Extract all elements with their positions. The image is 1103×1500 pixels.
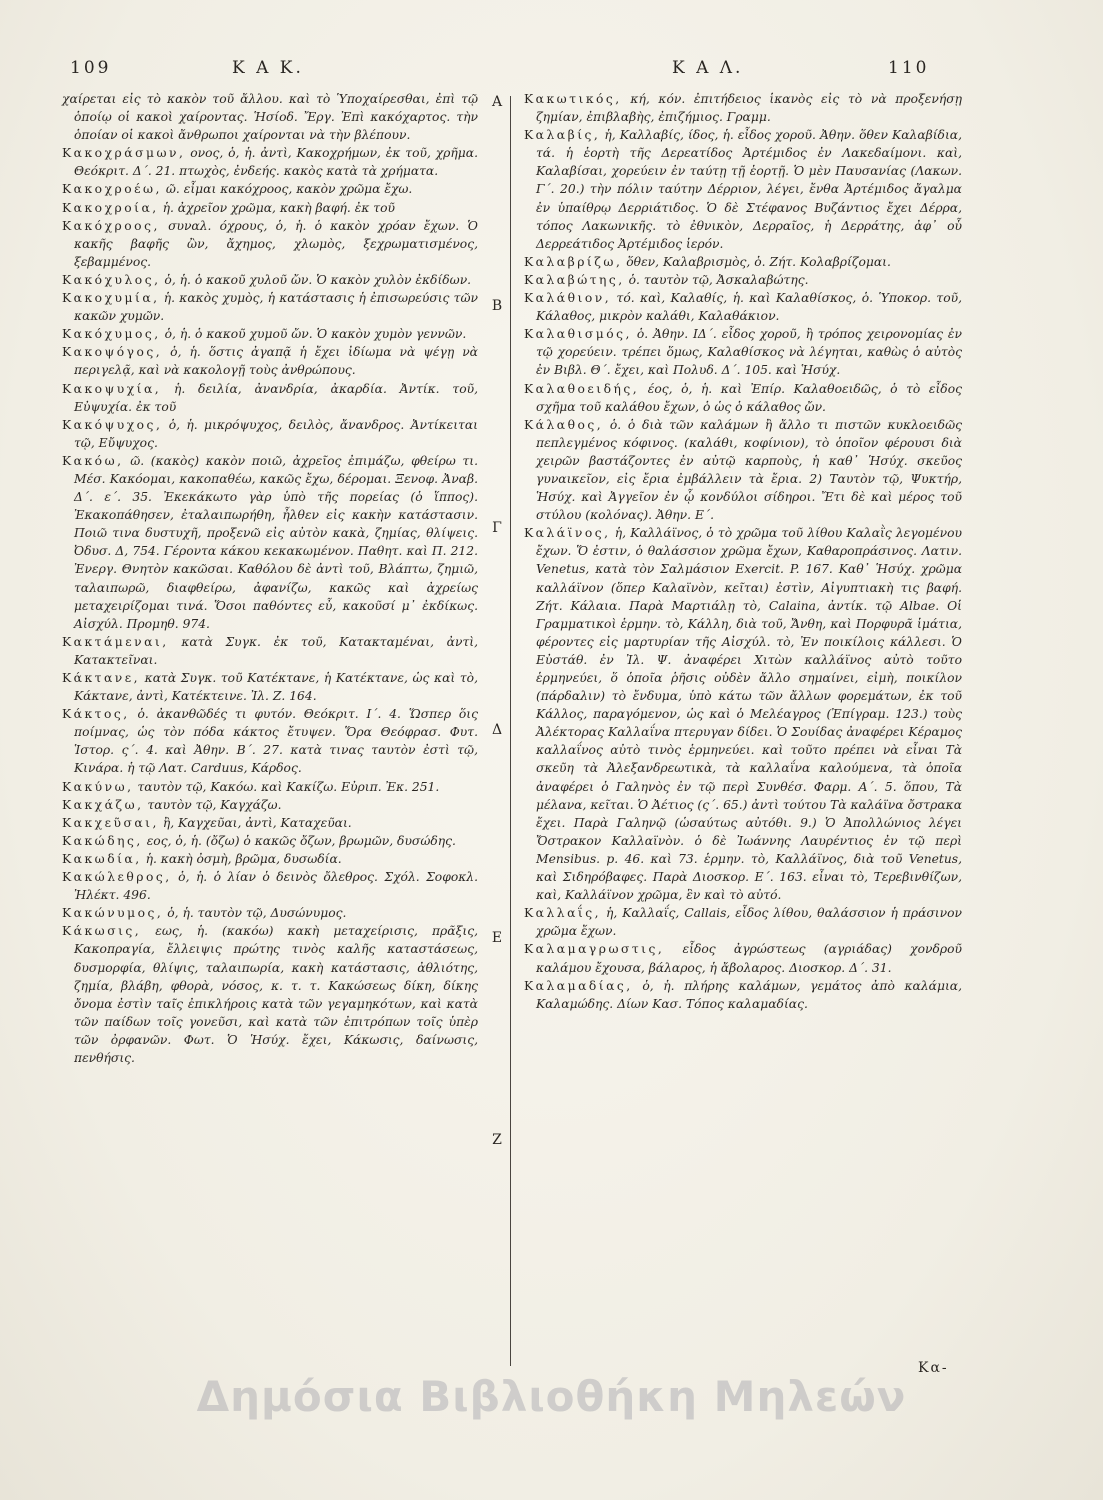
entry-headword: Κακώδης,	[62, 833, 143, 848]
entry-headword: Κακόχροος,	[62, 218, 160, 233]
entry-headword: Κακόψυχος,	[62, 417, 163, 432]
column-divider	[510, 96, 511, 1366]
entry-headword: Κακόχυμος,	[62, 327, 161, 342]
dictionary-entry	[60, 380, 478, 416]
entry-headword: Κακοψόγος,	[62, 345, 163, 360]
entry-definition: ὁ, ἡ. ὁ λίαν ὁ δεινὸς ὄλεθρος. Σχόλ. Σοφοκλ. Ἠλέκτ. 496.	[74, 870, 478, 903]
dictionary-entry	[60, 850, 478, 868]
entry-definition: συναλ. όχρους, ὁ, ἡ. ὁ κακὸν χρόαν ἔχων. Ὁ κακῆς βαφῆς ὢν, ἄχημος, χλωμὸς, ξεχρωματισμένος, ξεβαμμένος.	[74, 218, 478, 269]
entry-headword: Καλαβρίζω,	[524, 254, 623, 269]
left-running-head: Κ Α Κ.	[232, 58, 304, 78]
dictionary-entry	[60, 778, 478, 796]
entry-definition: ὁ, ἡ. ταυτὸν τῷ, Δυσώνυμος.	[167, 906, 347, 921]
dictionary-entry	[60, 832, 478, 850]
margin-letter: Γ	[492, 520, 502, 536]
entry-headword: Κακόχυλος,	[62, 272, 161, 287]
dictionary-entry	[522, 271, 962, 289]
dictionary-entry	[522, 940, 962, 976]
entry-headword: Κακώλεθρος,	[62, 870, 172, 885]
right-column	[522, 90, 962, 1390]
dictionary-entry	[60, 669, 478, 705]
dictionary-entry	[522, 977, 962, 1013]
entry-headword: Καλαθισμός,	[524, 327, 632, 342]
catchword: Κα-	[918, 1360, 949, 1376]
entry-definition: ἡ. ἀχρεῖον χρῶμα, κακὴ βαφή. ἐκ τοῦ	[162, 200, 395, 215]
entry-headword: Κακωδία,	[62, 851, 142, 866]
entry-headword: Καλαβώτης,	[524, 272, 625, 287]
dictionary-entry	[522, 380, 962, 416]
entry-definition: εος, ὁ, ἡ. (ὄζω) ὁ κακῶς ὄζων, βρωμῶν, δυσώδης.	[146, 833, 456, 848]
dictionary-entry	[522, 325, 962, 379]
right-running-head: Κ Α Λ.	[672, 58, 744, 78]
entry-definition: χαίρεται εἰς τὸ κακὸν τοῦ ἄλλου. καὶ τὸ Ὑποχαίρεσθαι, ἐπὶ τῷ ὁποίῳ οἱ κακοὶ χαίροντας. Ἡσίοδ. Ἔργ. Ἐπὶ κακόχαρτος. τὴν ὁποίαν οἱ κακοὶ ἄνθρωποι χαίρονται νὰ τὴν βλέπουν.	[62, 92, 478, 143]
entry-definition: τό. καὶ, Καλαθίς, ἡ. καὶ Καλαθίσκος, ὁ. Ὑποκορ. τοῦ, Κάλαθος, μικρὸν καλάθι, Καλαθάκιον.	[536, 291, 962, 324]
dictionary-entry	[60, 814, 478, 832]
entry-definition: ἡ, Καλλάϊνος, ὁ τὸ χρῶμα τοῦ λίθου Καλαῒς λεγομένου ἔχων. Ὅ ἐστιν, ὁ θαλάσσιον χρῶμα ἔχων, Καθαροπράσινος. Λατιν. Venetus, κατὰ τὸν Σαλμάσιον Exercit. P. 167. Καθ᾽ Ἡσύχ. χρῶμα καλλάϊνον (ὅπερ Καλαϊνὸν, κεῖται) ἐστὶν, Αἰγυπτιακὴ τις βαφή. Ζήτ. Κάλαια. Παρὰ Μαρτιάλῃ τὸ, Calaina, ἀντίκ. τῷ Albae. Οἱ Γραμματικοὶ ἑρμην. τὸ, Κάλλη, διὰ τοῦ, Ἄνθη, καὶ Πορφυρᾶ ἱμάτια, φέροντες εἰς μαρτυρίαν τῆς Αἰσχύλ. τὸ, Ἐν ποικίλοις κάλλεσι. Ὁ Εὐστάθ. ἐν Ἰλ. Ψ. ἀναφέρει Χιτὼν καλλάϊνος αὐτὸ τοῦτο ἑρμηνεύει, ὅ ὁποῖα ῥῆσις οὐδὲν ἄλλο σημαίνει, εἰμὴ, ποικίλον (πάρδαλιν) τὸ ἔνδυμα, ὑπὸ κάτω τῶν ἄλλων φορεμάτων, ἐκ τοῦ Κάλλος, παραγόμενον, ὡς καὶ ὁ Μελέαγρος (Ἐπίγραμ. 123.) τοὺς Ἀλέκτορας Καλλαΐνα πτερυγαν δίδει. Ὁ Σουίδας ἀναφέρει Κέραμος καλλαΐνος αὐτὸ τινὸς ἑρμηνεύει. καὶ τοῦτο πρέπει νὰ εἶναι Τὰ σκεῦη τὰ Ἀλεξανδρεωτικὰ, τὰ καλλαΐνα καλούμενα, τὰ ὁποῖα ἀναφέρει ὁ Γαληνὸς ἐν τῷ περὶ Συνθέσ. Φαρμ. Α΄. 5. ὅπου, Τὰ μέλανα, κεῖται. Ὁ Ἀέτιος (ς΄. 65.) ἀντὶ τούτου Τὰ καλάϊνα ὄστρακα ἔχει. Παρὰ Γαληνῷ (ὡσαύτως αὐτόθι. 9.) Ὁ Ἀπολλώνιος λέγει Ὄστρακον Καλλαϊνὸν. ὁ δὲ Ἰωάννης Λαυρέντιος ἐν τῷ περὶ Mensibus. p. 46. καὶ 73. ἑρμην. τὸ, Καλλάϊνος, διὰ τοῦ Venetus, καὶ Σιδηρόβαφες. Παρὰ Διοσκορ. Ε΄. 163. εἶναι τὸ, Τερεβινθίζων, καὶ, Καλλάϊνον χρῶμα, ἓν καὶ τὸ αὐτό.	[536, 526, 962, 903]
dictionary-entry	[522, 253, 962, 271]
margin-letter: Δ	[491, 722, 503, 738]
dictionary-entry	[522, 126, 962, 253]
dictionary-entry	[60, 343, 478, 379]
entry-definition: ῶ. (κακὸς) κακὸν ποιῶ, ἀχρεῖος ἐπιμάζω, φθείρω τι. Μέσ. Κακόομαι, κακοπαθέω, κακῶς ἔχω, δέρομαι. Ξενοφ. Ἀναβ. Δ΄. ε΄. 35. Ἐκεκάκωτο γὰρ ὑπὸ τῆς πορείας (ὁ ἵππος). Ἐκακοπάθησεν, ἐταλαιπωρήθη, ἦλθεν εἰς κακὴν κατάστασιν. Ποιῶ τινα δυστυχῆ, προξενῶ εἰς αὐτὸν κακὰ, ζημίας, θλίψεις. Ὀδυσ. Δ, 754. Γέροντα κάκου κεκακωμένον. Παθητ. καὶ Π. 212. Ἐνεργ. Θνητὸν κακῶσαι. Καθόλου δὲ ἀντὶ τοῦ, Βλάπτω, ζημιῶ, ταλαιπωρῶ, διαφθείρω, ἀφανίζω, κακῶς καὶ ἀχρείως μεταχειρίζομαι τινά. Ὅσοι παθόντες εὖ, κακοῦσί μ᾽ ἐκδίκως. Αἰσχύλ. Προμηθ. 974.	[74, 453, 478, 631]
entry-definition: ὁ, ἡ. ὅστις ἀγαπᾷ ἡ ἔχει ἰδίωμα νὰ ψέγῃ νὰ περιγελᾷ, καὶ νὰ κακολογῇ τοὺς ἀνθρώπους.	[74, 345, 478, 378]
entry-definition: ὁ. ἀκανθῶδές τι φυτόν. Θεόκριτ. Ι΄. 4. Ὥσπερ ὅις ποίμνας, ὡς τὸν πόδα κάκτος ἔτυψεν. Ὅρα Θεόφρασ. Φυτ. Ἱστορ. ς΄. 4. καὶ Ἀθην. Β΄. 27. κατὰ τινας ταυτὸν ἐστὶ τῷ, Κινάρα. ἡ τῷ Λατ. Carduus, Κάρδος.	[74, 707, 478, 776]
entry-definition: έος, ὁ, ἡ. καὶ Ἐπίρ. Καλαθοειδῶς, ὁ τὸ εἶδος σχῆμα τοῦ καλάθου ἔχων, ὁ ὡς ὁ κάλαθος ὤν.	[536, 381, 962, 414]
left-column	[60, 90, 478, 1390]
entry-definition: ονος, ὁ, ἡ. ἀντὶ, Κακοχρήμων, ἐκ τοῦ, χρῆμα. Θεόκριτ. Δ΄. 21. πτωχὸς, ἐνδεής. κακὸς κατὰ τὰ χρήματα.	[74, 146, 478, 179]
entry-definition: ἡ, Καλλαΐς, Callais, εἶδος λίθου, θαλάσσιον ἡ πράσινον χρῶμα ἔχων.	[536, 906, 962, 939]
dictionary-entry	[60, 199, 478, 217]
margin-letter: Α	[491, 94, 503, 110]
dictionary-entry	[60, 452, 478, 633]
entry-headword: Καλαμαδίας,	[524, 978, 633, 993]
entry-headword: Καλάϊνος,	[524, 526, 611, 541]
entry-definition: κή, κόν. ἐπιτήδειος ἱκανὸς εἰς τὸ νὰ προξενήσῃ ζημίαν, ἐπιβλαβὴς, ἐπιζήμιος. Γραμμ.	[536, 92, 962, 125]
entry-headword: Κακοχράσμων,	[62, 146, 186, 161]
entry-definition: ῶ. εἶμαι κακόχροος, κακὸν χρῶμα ἔχω.	[165, 182, 413, 197]
margin-letter: Ζ	[492, 1132, 502, 1148]
entry-headword: Κακτάμεναι,	[62, 634, 169, 649]
entry-definition: ἡ, Καλλαβίς, ίδος, ἡ. εἶδος χοροῦ. Ἀθην. ὅθεν Καλαβίδια, τά. ἡ ἑορτὴ τῆς Δερεατίδος Ἀρτέμιδος ἐν Λακεδαίμονι. καὶ, Καλαβίσαι, χορεύειν ἐν ταύτῃ τῇ ἑορτῇ. Ὁ μὲν Παυσανίας (Λακων. Γ΄. 20.) τὴν πόλιν ταύτην Δέρριον, λέγει, ἔνθα Ἀρτέμιδος ἄγαλμα ἐν ὑπαίθρῳ Δερριάτιδος. Ὁ δὲ Στέφανος Βυζάντιος ἔχει Δέρρα, τόπος Λακωνικῆς. τὸ ἐθνικὸν, Δερραῖος, ἡ Δερράτης, ἀφ᾽ οὗ Δερρεάτιδος Ἀρτέμιδος ἱερόν.	[536, 128, 962, 251]
entry-definition: εως, ἡ. (κακόω) κακὴ μεταχείρισις, πρᾶξις, Κακοπραγία, ἔλλειψις πρώτης τινὸς καλῆς καταστάσεως, δυσμορφία, θλίψις, ταλαιπωρία, κακὴ κατάστασις, ἀθλιότης, ζημία, βλάβη, φθορὰ, νόσος, κ. τ. τ. Κακώσεως δίκη, δίκης ὄνομα ἐστὶν ταῖς ἐπικλήροις κατὰ τῶν γεγαμηκότων, καὶ κατὰ τῶν παίδων τοῖς γονεῦσι, καὶ κατὰ τῶν ἐπιτρόπων τοῖς ὑπὲρ τῶν ὀρφανῶν. Φωτ. Ὁ Ἡσύχ. ἔχει, Κάκωσις, δαίνωσις, πενθήσις.	[74, 924, 478, 1065]
library-watermark: Δημόσια Βιβλιοθήκη Μηλεών	[196, 1372, 907, 1421]
entry-definition: ἡ. δειλία, ἀνανδρία, ἀκαρδία. Ἀντίκ. τοῦ, Εὐψυχία. ἐκ τοῦ	[74, 381, 478, 414]
entry-headword: Κάκτανε,	[62, 671, 141, 685]
entry-headword: Κακχάζω,	[62, 797, 144, 812]
entry-definition: ὅθεν, Καλαβρισμὸς, ὁ. Ζήτ. Κολαβρίζομαι.	[626, 254, 891, 269]
entry-definition: ταυτὸν τῷ, Καγχάζω.	[147, 797, 282, 812]
dictionary-entry	[60, 904, 478, 922]
entry-headword: Καλαβίς,	[524, 128, 601, 143]
entry-headword: Κακώνυμος,	[62, 906, 164, 921]
entry-headword: Κακοψυχία,	[62, 381, 162, 396]
dictionary-entry	[60, 416, 478, 452]
entry-definition: ἡ. κακὴ ὀσμὴ, βρῶμα, δυσωδία.	[145, 851, 342, 866]
dictionary-entry	[522, 416, 962, 525]
entry-headword: Κακόω,	[62, 453, 124, 468]
dictionary-entry	[60, 325, 478, 343]
entry-definition: ἡ. κακὸς χυμὸς, ἡ κατάστασις ἡ ἐπισωρεύσις τῶν κακῶν χυμῶν.	[74, 291, 478, 324]
entry-headword: Καλάθιον,	[524, 291, 612, 306]
dictionary-entry	[60, 180, 478, 198]
entry-headword: Κάλαθος,	[524, 417, 604, 432]
left-page-number: 109	[70, 58, 112, 78]
margin-letter: Ε	[491, 930, 503, 946]
entry-definition: ταυτὸν τῷ, Κακόω. καὶ Κακίζω. Εὐριπ. Ἐκ. 251.	[137, 779, 440, 794]
entry-definition: ὁ, ἡ. ὁ κακοῦ χυμοῦ ὤν. Ὁ κακὸν χυμὸν γεννῶν.	[164, 327, 467, 342]
entry-headword: Κακύνω,	[62, 779, 134, 794]
entry-headword: Κάκτος,	[62, 707, 130, 722]
dictionary-entry	[60, 796, 478, 814]
entry-headword: Καλαμαγρωστις,	[524, 942, 665, 957]
dictionary-entry	[522, 524, 962, 904]
dictionary-entry	[60, 705, 478, 777]
entry-definition: ὁ, ἡ. ὁ κακοῦ χυλοῦ ὤν. Ὁ κακὸν χυλὸν ἐκδίδων.	[164, 272, 472, 287]
entry-headword: Κακοχροέω,	[62, 182, 162, 197]
dictionary-entry	[60, 144, 478, 180]
dictionary-entry	[60, 90, 478, 144]
dictionary-entry	[522, 90, 962, 126]
entry-headword: Κακοχυμία,	[62, 291, 160, 306]
entry-headword: Κακωτικός,	[524, 92, 622, 106]
entry-definition: εἶδος ἀγρώστεως (αγριάδας) χονδροῦ καλάμου ἔχουσα, βάλαρος, ἡ ἄβολαρος. Διοσκορ. Δ΄. 31.	[536, 942, 962, 975]
entry-definition: ὁ, ἡ. μικρόψυχος, δειλὸς, ἄνανδρος. Ἀντίκειται τῷ, Εὔψυχος.	[74, 417, 478, 450]
entry-definition: ὁ. ταυτὸν τῷ, Ἀσκαλαβώτης.	[628, 272, 809, 287]
entry-headword: Κάκωσις,	[62, 924, 142, 939]
margin-section-letters	[486, 80, 508, 1380]
entry-definition: ὁ. ὁ διὰ τῶν καλάμων ἢ ἄλλο τι πιστῶν κυκλοειδῶς πεπλεγμένος κόφινος. (καλάθι, κοφίνιον), τὸ ὁποῖον φέρουσι διὰ χειρῶν βαστάζοντες ἐν αὐτῷ καρποὺς, ἡ καθ᾽ Ἡσύχ. σκεῦος γυναικεῖον, εἰς ἔρια ἐμβάλλειν τὰ ἔρια. 2) Ταυτὸν τῷ, Ψυκτήρ, Ἡσύχ. καὶ Ἀγγεῖον ἐν ᾧ κονδύλοι σίδηροι. Ἔτι δὲ καὶ μέρος τοῦ στύλου (κολόνας). Ἀθην. Ε΄.	[536, 417, 962, 523]
entry-definition: κατὰ Συγκ. ἐκ τοῦ, Κατακταμέναι, ἀντὶ, Κατακτεῖναι.	[74, 634, 478, 667]
dictionary-entry	[60, 633, 478, 669]
entry-definition: ὁ, ἡ. πλήρης καλάμων, γεμάτος ἀπὸ καλάμια, Καλαμώδης. Δίων Κασ. Τόπος καλαμαδίας.	[536, 978, 962, 1011]
dictionary-entry	[60, 868, 478, 904]
entry-definition: κατὰ Συγκ. τοῦ Κατέκτανε, ἡ Κατέκτανε, ὡς καὶ τὸ, Κάκτανε, ἀντὶ, Κατέκτεινε. Ἰλ. Ζ. 164.	[74, 671, 478, 704]
entry-headword: Κακοχροία,	[62, 200, 159, 215]
dictionary-entry	[60, 922, 478, 1067]
dictionary-entry	[60, 271, 478, 289]
dictionary-entry	[60, 217, 478, 271]
entry-headword: Κακχεῦσαι,	[62, 815, 159, 830]
entry-definition: ἢ, Καγχεῦαι, ἀντὶ, Καταχεῦαι.	[162, 815, 352, 830]
entry-headword: Καλλαΐς,	[524, 906, 601, 921]
margin-letter: Β	[491, 298, 503, 314]
dictionary-entry	[60, 289, 478, 325]
dictionary-entry	[522, 289, 962, 325]
dictionary-entry	[522, 904, 962, 940]
right-page-number: 110	[888, 58, 930, 78]
entry-definition: ὁ. Ἀθην. ΙΔ΄. εἶδος χοροῦ, ἢ τρόπος χειρονομίας ἐν τῷ χορεύειν. τρέπει ὅμως, Καλαθίσκος νὰ λέγηται, καθὼς ὁ αὐτὸς ἐν Βιβλ. Θ΄. ἔχει, καὶ Πολυδ. Δ΄. 105. καὶ Ἡσύχ.	[536, 327, 962, 378]
page-header	[0, 58, 1103, 88]
entry-headword: Καλαθοειδής,	[524, 381, 640, 396]
